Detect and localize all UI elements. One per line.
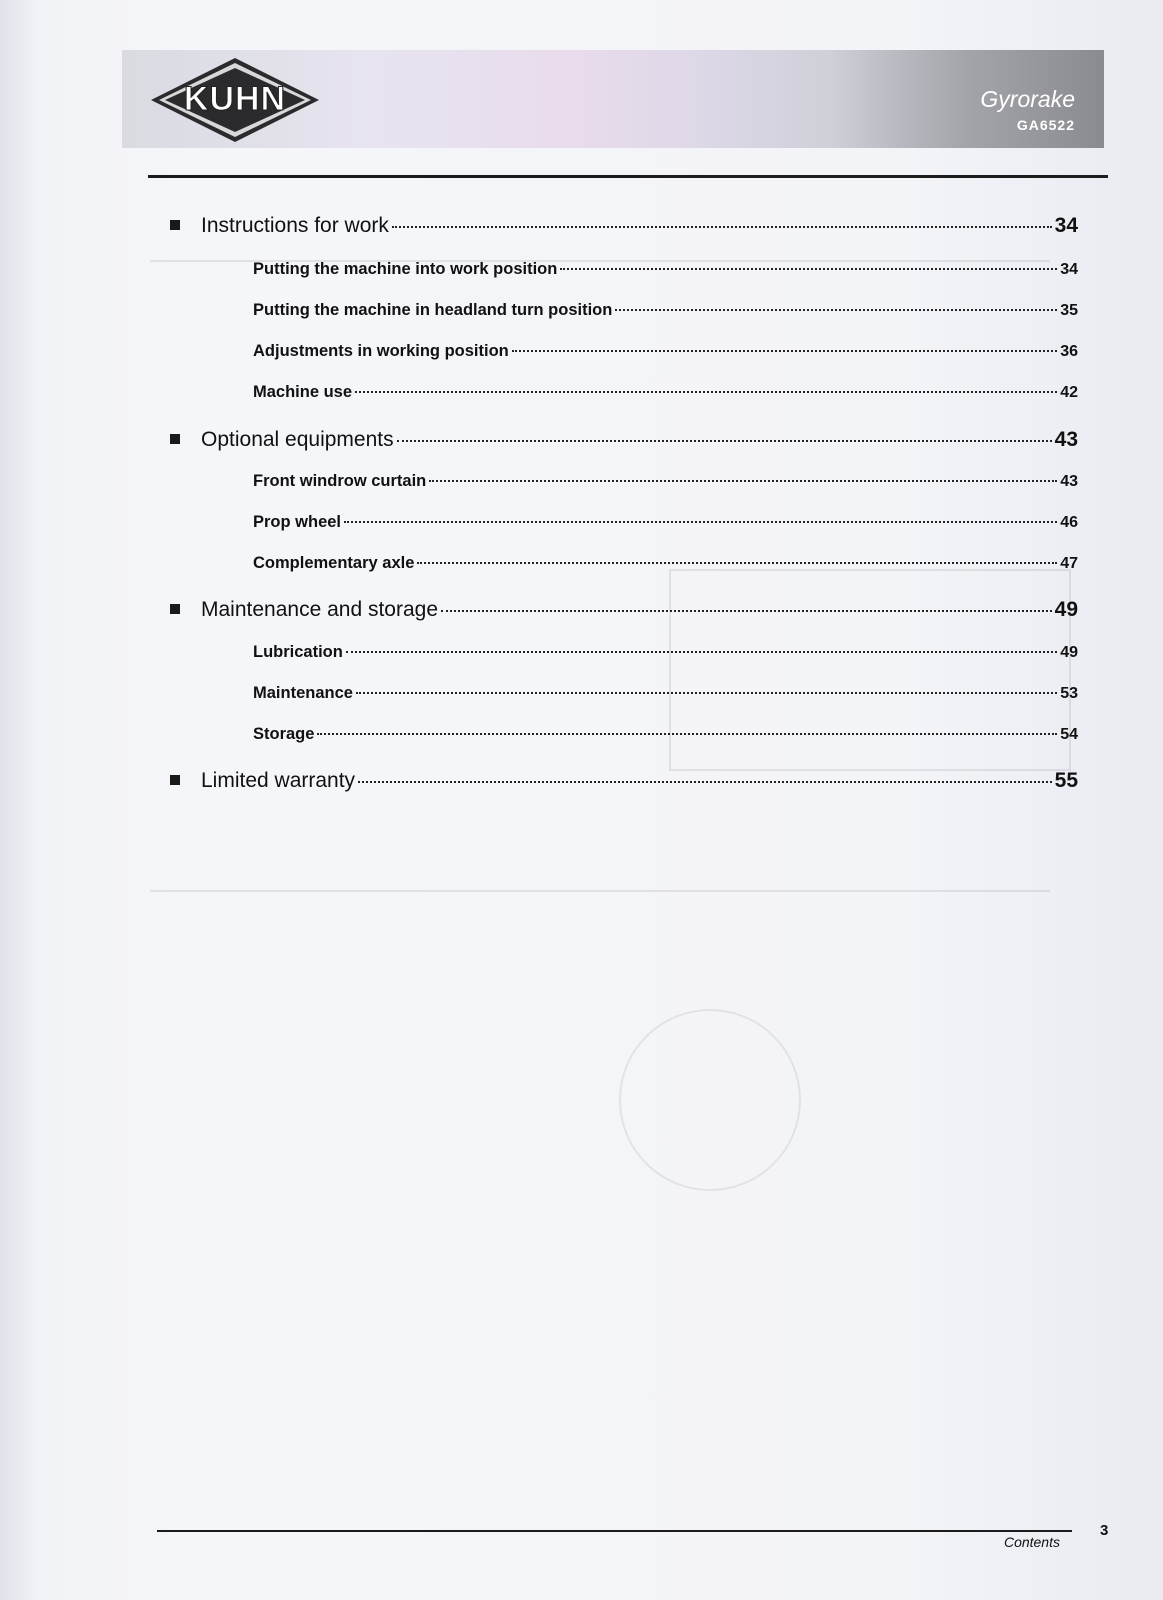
product-title: [980, 86, 1075, 133]
toc-page-number: 43: [1054, 428, 1078, 451]
dot-leader: [417, 561, 1057, 564]
toc-section-title: Maintenance and storage: [201, 598, 438, 621]
dot-leader: [317, 732, 1057, 735]
toc-page-number: 53: [1060, 685, 1078, 702]
bullet-icon: [170, 775, 180, 785]
toc-section-optional-equipments[interactable]: [170, 428, 1078, 452]
toc-item-storage[interactable]: [253, 725, 1078, 744]
dot-leader: [397, 439, 1052, 442]
dot-leader: [346, 650, 1057, 653]
toc-item-label: Machine use: [253, 383, 353, 401]
dot-leader: [356, 691, 1057, 694]
dot-leader: [429, 479, 1057, 482]
dot-leader: [344, 520, 1057, 523]
toc-item-label: Putting the machine in headland turn position: [253, 301, 613, 319]
toc-page-number: 49: [1054, 598, 1078, 621]
toc-item-machine-use[interactable]: [253, 383, 1078, 402]
toc-section-instructions-for-work[interactable]: [170, 214, 1078, 238]
toc-item-headland-turn[interactable]: [253, 301, 1078, 320]
toc-page-number: 49: [1060, 644, 1078, 661]
bullet-icon: [170, 604, 180, 614]
footer-label: Contents: [1003, 1534, 1060, 1550]
toc-page-number: 36: [1060, 343, 1078, 360]
toc-item-prop-wheel[interactable]: [253, 513, 1078, 532]
toc-item-maintenance[interactable]: [253, 684, 1078, 703]
toc-item-label: Prop wheel: [253, 513, 342, 531]
toc-item-adjustments[interactable]: [253, 342, 1078, 361]
toc-page-number: 35: [1060, 302, 1078, 319]
toc-page-number: 54: [1060, 726, 1078, 743]
dot-leader: [615, 308, 1057, 311]
toc-page-number: 47: [1060, 555, 1078, 572]
svg-text:KUHN: KUHN: [183, 80, 287, 118]
bullet-icon: [170, 434, 180, 444]
toc-page-number: 55: [1054, 769, 1078, 792]
bullet-icon: [170, 220, 180, 230]
toc-page-number: 42: [1060, 384, 1078, 401]
footer-divider: [157, 1530, 1072, 1532]
page-number: 3: [1100, 1522, 1109, 1539]
dot-leader: [355, 390, 1057, 393]
toc-section-limited-warranty[interactable]: [170, 769, 1078, 793]
toc-item-label: Storage: [253, 725, 315, 743]
product-name: Gyrorake: [980, 86, 1075, 112]
toc-item-lubrication[interactable]: [253, 643, 1078, 662]
toc-item-label: Complementary axle: [253, 554, 415, 572]
toc-item-work-position[interactable]: [253, 260, 1078, 279]
model-code: GA6522: [1016, 117, 1075, 133]
toc-page-number: 43: [1060, 473, 1078, 490]
toc-item-front-windrow-curtain[interactable]: [253, 472, 1078, 491]
toc-item-label: Front windrow curtain: [253, 472, 427, 490]
dot-leader: [441, 609, 1052, 612]
toc-item-label: Adjustments in working position: [253, 342, 509, 360]
toc-page-number: 34: [1060, 261, 1078, 278]
toc-item-complementary-axle[interactable]: [253, 554, 1078, 573]
toc-section-maintenance-and-storage[interactable]: [170, 598, 1078, 622]
dot-leader: [512, 349, 1057, 352]
toc-item-label: Maintenance: [253, 684, 353, 702]
toc-section-title: Optional equipments: [201, 428, 394, 451]
dot-leader: [358, 780, 1052, 783]
header-divider: [148, 175, 1108, 178]
toc-section-title: Instructions for work: [201, 214, 389, 237]
dot-leader: [560, 267, 1057, 270]
toc-page-number: 46: [1060, 514, 1078, 531]
toc-item-label: Lubrication: [253, 643, 343, 661]
toc-item-label: Putting the machine into work position: [253, 260, 558, 278]
toc-page-number: 34: [1054, 214, 1078, 237]
kuhn-logo: [145, 55, 325, 145]
toc-section-title: Limited warranty: [201, 769, 356, 792]
dot-leader: [392, 225, 1052, 228]
